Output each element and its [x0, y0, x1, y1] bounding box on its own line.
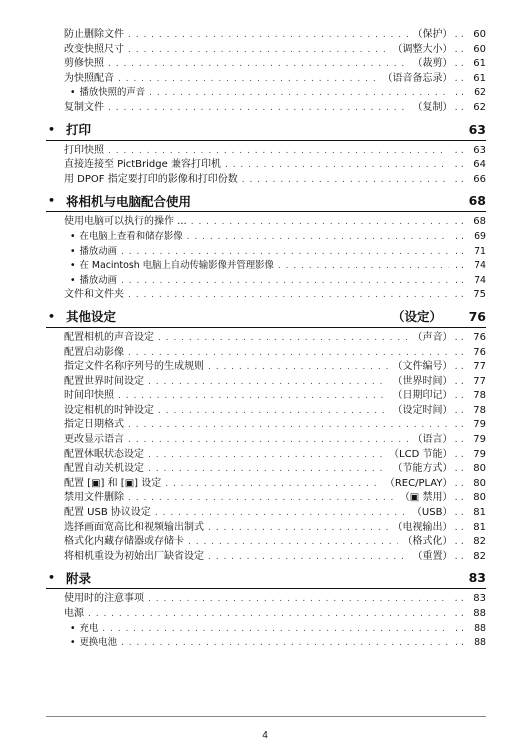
toc-entry[interactable]: [46, 101, 486, 116]
toc-entry[interactable]: [46, 462, 486, 477]
entry-title: 电源: [64, 608, 84, 619]
entry-page-number: 80: [473, 492, 486, 504]
entry-title: 文件和文件夹: [64, 289, 124, 301]
dot-leader-short: . .: [454, 448, 464, 460]
dot-leader-short: . .: [454, 608, 464, 619]
dot-leader-short: . .: [454, 390, 464, 402]
dot-leader-short: . .: [455, 245, 464, 257]
toc-entry[interactable]: [46, 535, 486, 550]
dot-leader: [88, 607, 448, 622]
entry-page-number: 82: [473, 536, 486, 548]
dot-leader: [155, 506, 408, 521]
toc-subentry[interactable]: [46, 245, 486, 260]
dot-leader: [118, 389, 388, 404]
dot-leader-short: . .: [454, 463, 464, 475]
dot-leader-short: . .: [454, 404, 464, 416]
toc-entry[interactable]: [46, 375, 486, 390]
toc-entry[interactable]: [46, 404, 486, 419]
dot-leader: [128, 28, 408, 43]
dot-leader: [165, 477, 381, 492]
entry-page-number: 80: [473, 463, 486, 475]
dot-leader-short: . .: [454, 477, 464, 489]
entry-title: 配置自动关机设定: [64, 463, 144, 475]
toc-entry[interactable]: [46, 550, 486, 565]
dot-leader-short: . .: [454, 173, 464, 185]
dot-leader: [128, 433, 408, 448]
dot-leader: [148, 462, 388, 477]
entry-title: 配置 [▣] 和 [▣] 设定: [64, 477, 162, 489]
entry-page-number: 77: [473, 375, 486, 387]
entry-title: 为快照配音: [64, 72, 114, 84]
entry-page-number: 88: [474, 637, 486, 649]
section-page-number: 63: [468, 121, 486, 137]
entry-setting-name: （USB）: [411, 507, 453, 519]
entry-page-number: 60: [473, 43, 486, 55]
entry-page-number: 61: [473, 58, 486, 70]
dot-leader: [149, 86, 449, 101]
entry-title: 配置启动影像: [64, 346, 124, 358]
dot-leader-short: . .: [454, 216, 464, 228]
dot-leader: [148, 375, 388, 390]
entry-page-number: 63: [473, 144, 486, 156]
dot-leader: [128, 43, 388, 58]
entry-title: 配置相机的声音设定: [64, 331, 154, 343]
entry-page-number: 79: [473, 434, 486, 446]
entry-page-number: 66: [473, 173, 486, 185]
toc-entry[interactable]: [46, 57, 486, 72]
entry-setting-name: （语音备忘录）: [382, 72, 453, 84]
toc-entry[interactable]: [46, 389, 486, 404]
dot-leader-short: . .: [454, 144, 464, 156]
toc-entry[interactable]: [46, 360, 486, 375]
dot-leader-short: . .: [455, 230, 464, 242]
dot-leader: [158, 404, 388, 419]
dot-leader: [148, 592, 448, 607]
entry-title: 更换电池: [79, 637, 118, 649]
toc-entry[interactable]: [46, 592, 486, 607]
entry-title: 指定日期格式: [64, 419, 124, 431]
entry-page-number: 88: [474, 622, 486, 634]
dot-leader: [108, 57, 408, 72]
dot-leader: [187, 230, 449, 245]
section-page-number: 83: [468, 570, 486, 586]
toc-entry[interactable]: [46, 521, 486, 536]
entry-page-number: 68: [473, 216, 486, 228]
dot-leader-short: . .: [454, 361, 464, 373]
dot-leader: [128, 418, 448, 433]
entry-page-number: 76: [473, 331, 486, 343]
toc-section-heading[interactable]: [46, 306, 486, 328]
dot-leader-short: . .: [454, 101, 464, 113]
toc-section-heading[interactable]: [46, 567, 486, 589]
dot-leader: [158, 331, 408, 346]
dot-leader: [225, 158, 448, 173]
entry-title: 播放快照的声音: [79, 87, 146, 99]
dot-leader-short: . .: [454, 550, 464, 562]
toc-subentry[interactable]: [46, 259, 486, 274]
section-title: 打印: [66, 122, 92, 138]
toc-entry[interactable]: [46, 215, 486, 230]
entry-setting-name: （LCD 节能）: [389, 448, 453, 460]
dot-leader: [148, 448, 385, 463]
entry-title: 用 DPOF 指定要打印的影像和打印份数: [64, 173, 238, 185]
dot-leader-short: . .: [454, 331, 464, 343]
entry-page-number: 69: [474, 230, 486, 242]
entry-title: 格式化内藏存储器或存储卡: [64, 536, 184, 548]
entry-title: 配置 USB 协议设定: [64, 507, 151, 519]
subentry-bullet: •: [70, 637, 76, 649]
entry-setting-name: （文件编号）: [392, 361, 453, 373]
entry-setting-name: （语言）: [412, 434, 453, 446]
dot-leader: [208, 550, 408, 565]
entry-setting-name: （世界时间）: [392, 375, 453, 387]
toc-entry[interactable]: [46, 173, 486, 188]
subentry-bullet: •: [70, 274, 76, 286]
entry-page-number: 77: [473, 361, 486, 373]
entry-setting-name: （节能方式）: [392, 463, 453, 475]
dot-leader-short: . .: [454, 492, 464, 504]
toc-entry[interactable]: [46, 448, 486, 463]
toc-entry[interactable]: [46, 288, 486, 303]
entry-page-number: 79: [473, 448, 486, 460]
entry-page-number: 74: [474, 274, 486, 286]
section-title: 将相机与电脑配合使用: [66, 193, 192, 209]
entry-page-number: 80: [473, 477, 486, 489]
dot-leader-short: . .: [454, 375, 464, 387]
toc-entry[interactable]: [46, 433, 486, 448]
dot-leader: [121, 274, 449, 289]
entry-setting-name: （复制）: [412, 101, 453, 113]
dot-leader-short: . .: [455, 622, 464, 634]
dot-leader: [191, 215, 449, 230]
entry-page-number: 81: [473, 507, 486, 519]
entry-title: 将相机重设为初始出厂缺省设定: [64, 550, 204, 562]
toc-subentry[interactable]: [46, 274, 486, 289]
entry-title: 配置世界时间设定: [64, 375, 144, 387]
dot-leader: [208, 521, 388, 536]
dot-leader-short: . .: [454, 289, 464, 301]
dot-leader: [118, 72, 378, 87]
toc-entry[interactable]: [46, 607, 486, 622]
entry-title: 剪修快照: [64, 58, 104, 70]
entry-page-number: 76: [473, 346, 486, 358]
toc-entry[interactable]: [46, 158, 486, 173]
dot-leader-short: . .: [454, 536, 464, 548]
dot-leader: [108, 144, 448, 159]
entry-setting-name: （REC/PLAY）: [384, 477, 453, 489]
entry-page-number: 62: [474, 87, 486, 99]
entry-page-number: 71: [474, 245, 486, 257]
entry-title: 打印快照: [64, 144, 104, 156]
toc-subentry[interactable]: [46, 86, 486, 101]
entry-page-number: 64: [473, 159, 486, 171]
entry-setting-name: （设定时间）: [392, 404, 453, 416]
entry-page-number: 83: [473, 593, 486, 605]
subentry-bullet: •: [70, 245, 76, 257]
entry-page-number: 78: [473, 404, 486, 416]
toc-subentry[interactable]: [46, 636, 486, 651]
dot-leader: [208, 360, 388, 375]
subentry-bullet: •: [70, 87, 76, 99]
section-bullet: •: [48, 571, 56, 585]
toc-entry[interactable]: [46, 477, 486, 492]
entry-title: 更改显示语言: [64, 434, 124, 446]
toc-entry[interactable]: [46, 418, 486, 433]
dot-leader-short: . .: [454, 43, 464, 55]
dot-leader-short: . .: [454, 58, 464, 70]
entry-page-number: 88: [473, 608, 486, 619]
toc-section-heading[interactable]: [46, 119, 486, 141]
entry-title: 禁用文件删除: [64, 492, 124, 504]
toc-subentry[interactable]: [46, 230, 486, 245]
entry-page-number: 82: [473, 550, 486, 562]
entry-page-number: 79: [473, 419, 486, 431]
dot-leader: [121, 636, 449, 651]
entry-title: 在电脑上查看和储存影像: [79, 230, 183, 242]
dot-leader-short: . .: [454, 507, 464, 519]
subentry-bullet: •: [70, 622, 76, 634]
section-page-number: 76: [468, 308, 486, 324]
entry-title: 直接连接至 PictBridge 兼容打印机: [64, 159, 221, 171]
table-of-contents: [46, 28, 486, 651]
toc-entry[interactable]: [46, 331, 486, 346]
entry-setting-name: （电视输出）: [392, 521, 453, 533]
entry-setting-name: （重置）: [412, 550, 453, 562]
section-title: 其他设定: [66, 309, 117, 325]
entry-setting-name: （调整大小）: [392, 43, 453, 55]
subentry-bullet: •: [70, 230, 76, 242]
toc-entry[interactable]: [46, 346, 486, 361]
dot-leader: [128, 288, 448, 303]
dot-leader: [121, 245, 449, 260]
dot-leader: [128, 346, 448, 361]
dot-leader-short: . .: [454, 159, 464, 171]
entry-setting-name: （保护）: [412, 29, 453, 40]
footer-divider: [46, 716, 486, 717]
entry-setting-name: （声音）: [412, 331, 453, 343]
toc-entry[interactable]: [46, 28, 486, 43]
toc-entry[interactable]: [46, 506, 486, 521]
dot-leader: [242, 173, 449, 188]
dot-leader-short: . .: [455, 637, 464, 649]
section-bullet: •: [48, 122, 56, 136]
dot-leader-short: . .: [455, 274, 464, 286]
entry-setting-name: （格式化）: [402, 536, 453, 548]
entry-page-number: 62: [473, 101, 486, 113]
entry-page-number: 78: [473, 390, 486, 402]
page-number: 4: [262, 730, 268, 741]
dot-leader: [102, 622, 449, 637]
dot-leader-short: . .: [454, 419, 464, 431]
dot-leader-short: . .: [454, 346, 464, 358]
entry-title: 使用电脑可以执行的操作 ...: [64, 216, 187, 228]
entry-title: 使用时的注意事项: [64, 593, 144, 605]
dot-leader: [188, 535, 398, 550]
section-title: 附录: [66, 570, 92, 586]
entry-title: 充电: [79, 622, 99, 634]
entry-page-number: 74: [474, 260, 486, 272]
entry-page-number: 60: [473, 29, 486, 40]
toc-entry[interactable]: [46, 43, 486, 58]
entry-title: 复制文件: [64, 101, 104, 113]
entry-title: 播放动画: [79, 245, 118, 257]
toc-subentry[interactable]: [46, 622, 486, 637]
dot-leader-short: . .: [454, 434, 464, 446]
toc-entry[interactable]: [46, 144, 486, 159]
section-bullet: •: [48, 194, 56, 208]
section-setting-name: （设定）: [391, 309, 442, 325]
dot-leader: [278, 259, 449, 274]
section-bullet: •: [48, 309, 56, 323]
toc-entry[interactable]: [46, 72, 486, 87]
entry-setting-name: （日期印记）: [392, 390, 453, 402]
dot-leader: [128, 491, 396, 506]
entry-title: 播放动画: [79, 274, 118, 286]
entry-title: 选择画面宽高比和视频输出制式: [64, 521, 204, 533]
dot-leader-short: . .: [455, 87, 464, 99]
entry-title: 时间印快照: [64, 390, 114, 402]
entry-setting-name: （裁剪）: [412, 58, 453, 70]
entry-title: 设定相机的时钟设定: [64, 404, 154, 416]
entry-title: 指定文件名称序列号的生成规则: [64, 361, 204, 373]
entry-title: 配置休眠状态设定: [64, 448, 144, 460]
section-page-number: 68: [468, 193, 486, 209]
dot-leader: [108, 101, 408, 116]
subentry-bullet: •: [70, 260, 76, 272]
entry-title: 在 Macintosh 电脑上自动传输影像并管理影像: [79, 260, 274, 272]
dot-leader-short: . .: [454, 72, 464, 84]
entry-page-number: 75: [473, 289, 486, 301]
entry-page-number: 81: [473, 521, 486, 533]
entry-page-number: 61: [473, 72, 486, 84]
dot-leader-short: . .: [454, 29, 464, 40]
entry-title: 改变快照尺寸: [64, 43, 124, 55]
toc-entry[interactable]: [46, 491, 486, 506]
entry-setting-name: （▣ 禁用）: [399, 492, 453, 504]
toc-section-heading[interactable]: [46, 190, 486, 212]
dot-leader-short: . .: [454, 593, 464, 605]
dot-leader-short: . .: [455, 260, 464, 272]
dot-leader-short: . .: [454, 521, 464, 533]
entry-title: 防止删除文件: [64, 29, 124, 40]
